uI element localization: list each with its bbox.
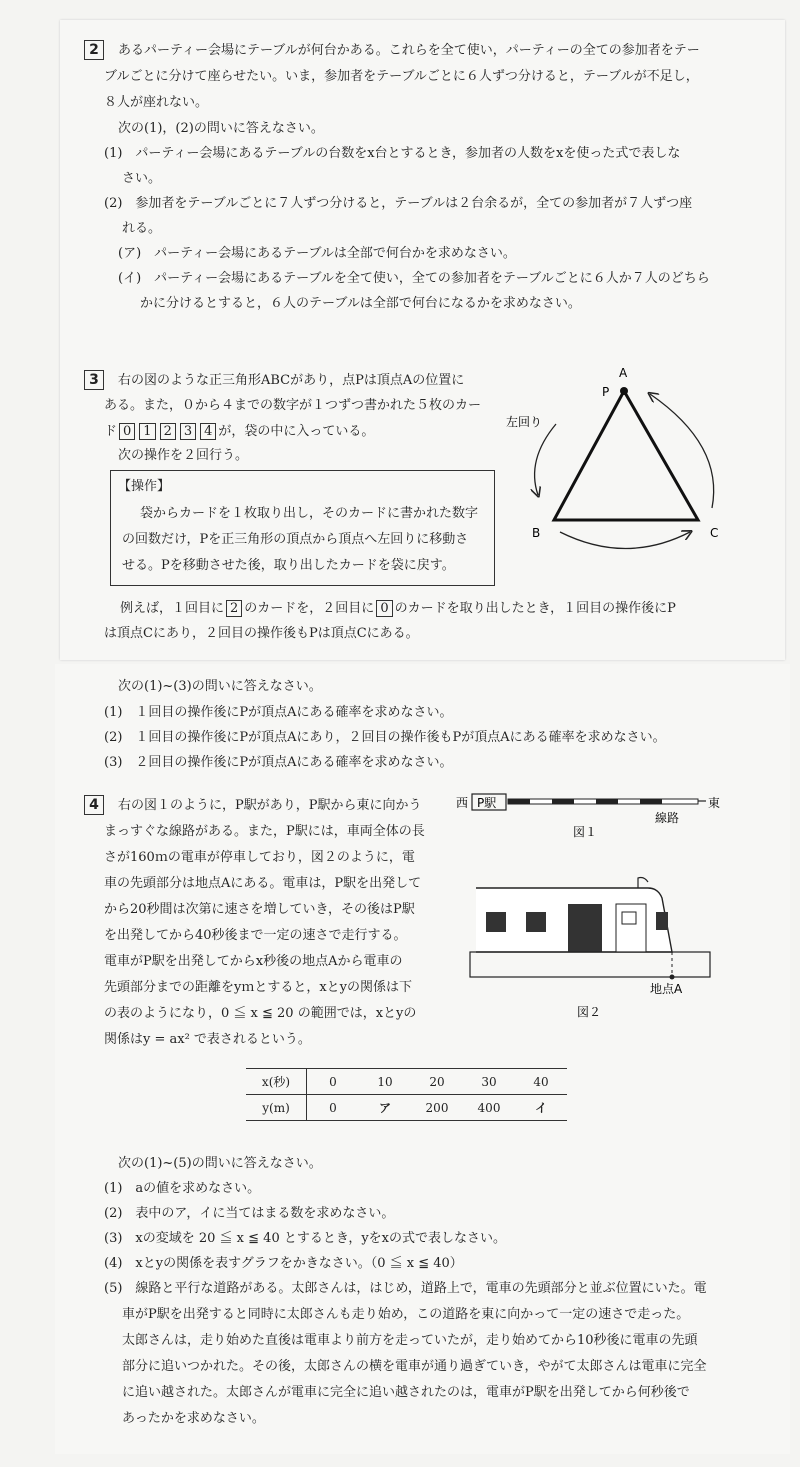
example-card-2: 2 xyxy=(226,600,242,617)
label-C: C xyxy=(710,526,719,540)
label-rail: 線路 xyxy=(655,811,680,825)
q4-line-7: 電車がP駅を出発してからx秒後の地点Aから電車の xyxy=(104,954,403,969)
q3-example-suffix: のカードを取り出したとき，１回目の操作後にP xyxy=(394,601,676,616)
table-cell: 200 xyxy=(411,1095,463,1121)
operation-line-3: せる。Pを移動させた後，取り出したカードを袋に戻す。 xyxy=(122,558,455,573)
table-cell: 0 xyxy=(307,1069,360,1095)
label-A: A xyxy=(619,366,628,380)
label-point-a: 地点A xyxy=(650,982,683,996)
card-4: 4 xyxy=(200,423,216,440)
question-number-2: 2 xyxy=(84,40,104,60)
q3-example-prefix: 例えば，１回目に xyxy=(120,601,225,616)
q4-line-1: 右の図１のように，P駅があり，P駅から東に向かう xyxy=(118,798,422,813)
q3-line-3-prefix: ド xyxy=(104,424,118,439)
question-number-3: 3 xyxy=(84,370,104,390)
table-cell: 30 xyxy=(463,1069,515,1095)
table-row-y xyxy=(246,1095,567,1121)
triangle-figure xyxy=(498,360,738,555)
label-west: 西 xyxy=(456,796,469,810)
label-P: P xyxy=(602,385,610,399)
q4-part-5-line-6: あったかを求めなさい。 xyxy=(122,1411,265,1426)
q4-part-2: (2) 表中のア，イに当てはまる数を求めなさい。 xyxy=(104,1206,395,1221)
figure-2-train xyxy=(462,868,722,1023)
figure-1-caption: 図１ xyxy=(573,825,598,839)
q4-line-6: を出発してから40秒後まで一定の速さで走行する。 xyxy=(104,928,407,943)
q3-part-3: (3) ２回目の操作後にPが頂点Aにある確率を求めなさい。 xyxy=(104,755,453,770)
operation-line-2: の回数だけ，Pを正三角形の頂点から頂点へ左回りに移動さ xyxy=(122,532,469,547)
question-number-4: 4 xyxy=(84,795,104,815)
q4-part-5-line-2: 車がP駅を出発すると同時に太郎さんも走り始め，この道路を東に向かって一定の速さで走った。 xyxy=(122,1307,690,1322)
label-counterclockwise: 左回り xyxy=(506,415,543,429)
q4-part-3: (3) xの変域を 20 ≦ x ≦ 40 とするとき，yをxの式で表しなさい。 xyxy=(104,1231,507,1246)
figure-2-caption: 図２ xyxy=(577,1005,602,1019)
label-p-station: P駅 xyxy=(477,796,497,810)
card-0: 0 xyxy=(119,423,135,440)
card-1: 1 xyxy=(139,423,155,440)
table-cell: 40 xyxy=(515,1069,567,1095)
q4-line-5: から20秒間は次第に速さを増していき，その後はP駅 xyxy=(104,902,415,917)
q2-part-2-line-1: (2) 参加者をテーブルごとに７人ずつ分けると，テーブルは２台余るが，全ての参加者が７人ずつ座 xyxy=(104,196,693,211)
table-header-x: x(秒) xyxy=(246,1069,307,1095)
table-header-y: y(m) xyxy=(246,1095,307,1121)
figure-1-rail xyxy=(450,790,730,842)
table-cell-blank-i: イ xyxy=(515,1095,567,1121)
q2-part-2-line-2: れる。 xyxy=(122,221,162,236)
q4-part-4: (4) xとyの関係を表すグラフをかきなさい。（0 ≦ x ≦ 40） xyxy=(104,1256,463,1271)
table-cell: 10 xyxy=(359,1069,411,1095)
q4-line-10: 関係はy = ax² で表されるという。 xyxy=(104,1032,311,1047)
q4-instruction: 次の(1)~(5)の問いに答えなさい。 xyxy=(118,1156,322,1171)
example-card-0: 0 xyxy=(376,600,392,617)
q2-part-i-line-1: (イ) パーティー会場にあるテーブルを全て使い，全ての参加者をテーブルごとに６人か７人のどちら xyxy=(118,271,710,286)
q4-part-1: (1) aの値を求めなさい。 xyxy=(104,1181,261,1196)
q4-line-4: 車の先頭部分は地点Aにある。電車は，P駅を出発して xyxy=(104,876,422,891)
q3-line-4: 次の操作を２回行う。 xyxy=(118,448,249,463)
operation-line-1: 袋からカードを１枚取り出し，そのカードに書かれた数字 xyxy=(140,506,479,521)
q3-example-line-2: は頂点Cにあり，２回目の操作後もPは頂点Cにある。 xyxy=(104,626,419,641)
q2-part-1-line-2: さい。 xyxy=(122,171,162,186)
q3-part-1: (1) １回目の操作後にPが頂点Aにある確率を求めなさい。 xyxy=(104,705,453,720)
q2-intro-line-1: あるパーティー会場にテーブルが何台かある。これらを全て使い，パーティーの全ての参加者をテー xyxy=(118,43,700,58)
q4-part-5-line-4: 部分に追いつかれた。その後，太郎さんの横を電車が通り過ぎていき，やがて太郎さんは電車に完全 xyxy=(122,1359,707,1374)
q3-example-middle: のカードを，２回目に xyxy=(244,601,375,616)
q3-line-3-suffix: が，袋の中に入っている。 xyxy=(218,424,375,439)
card-3: 3 xyxy=(180,423,196,440)
q3-line-3 xyxy=(104,423,374,440)
q3-line-2: ある。また，０から４までの数字が１つずつ書かれた５枚のカー xyxy=(104,398,482,413)
q3-example-line-1 xyxy=(120,600,676,617)
q2-intro-line-2: ブルごとに分けて座らせたい。いま，参加者をテーブルごとに６人ずつ分けると，テーブルが不足し， xyxy=(104,69,699,84)
q2-part-1-line-1: (1) パーティー会場にあるテーブルの台数をx台とするとき，参加者の人数をxを使った式で表しな xyxy=(104,146,681,161)
q2-part-i-line-2: かに分けるとすると，６人のテーブルは全部で何台になるかを求めなさい。 xyxy=(140,296,581,311)
q3-line-1: 右の図のような正三角形ABCがあり，点Pは頂点Aの位置に xyxy=(118,373,465,388)
q3-instruction: 次の(1)~(3)の問いに答えなさい。 xyxy=(118,679,322,694)
q3-part-2: (2) １回目の操作後にPが頂点Aにあり，２回目の操作後もPが頂点Aにある確率を求めなさい。 xyxy=(104,730,666,745)
label-east: 東 xyxy=(708,796,721,810)
table-cell: 400 xyxy=(463,1095,515,1121)
table-cell: 20 xyxy=(411,1069,463,1095)
table-cell-blank-a: ア xyxy=(359,1095,411,1121)
card-2: 2 xyxy=(160,423,176,440)
operation-title: 【操作】 xyxy=(118,479,171,494)
label-B: B xyxy=(532,526,541,540)
q4-line-8: 先頭部分までの距離をyｍとすると，xとyの関係は下 xyxy=(104,980,413,995)
q2-instruction: 次の(1)，(2)の問いに答えなさい。 xyxy=(118,121,324,136)
table-row-x xyxy=(246,1069,567,1095)
q4-part-5-line-3: 太郎さんは，走り始めた直後は電車より前方を走っていたが，走り始めてから10秒後に電車の先頭 xyxy=(122,1333,698,1348)
q4-part-5-line-5: に追い越された。太郎さんが電車に完全に追い越されたのは，電車がP駅を出発してから何秒後で xyxy=(122,1385,690,1400)
q2-part-a: (ア) パーティー会場にあるテーブルは全部で何台かを求めなさい。 xyxy=(118,246,516,261)
xy-table xyxy=(246,1068,567,1121)
q4-line-2: まっすぐな線路がある。また，P駅には，車両全体の長 xyxy=(104,824,425,839)
q4-part-5-line-1: (5) 線路と平行な道路がある。太郎さんは，はじめ，道路上で，電車の先頭部分と並ぶ位置にいた。電 xyxy=(104,1281,707,1296)
table-cell: 0 xyxy=(307,1095,360,1121)
q2-intro-line-3: ８人が座れない。 xyxy=(104,95,209,110)
q4-line-9: の表のようになり，0 ≦ x ≦ 20 の範囲では，xとyの xyxy=(104,1006,417,1021)
q4-line-3: さが160ｍの電車が停車しており，図２のように，電 xyxy=(104,850,415,865)
